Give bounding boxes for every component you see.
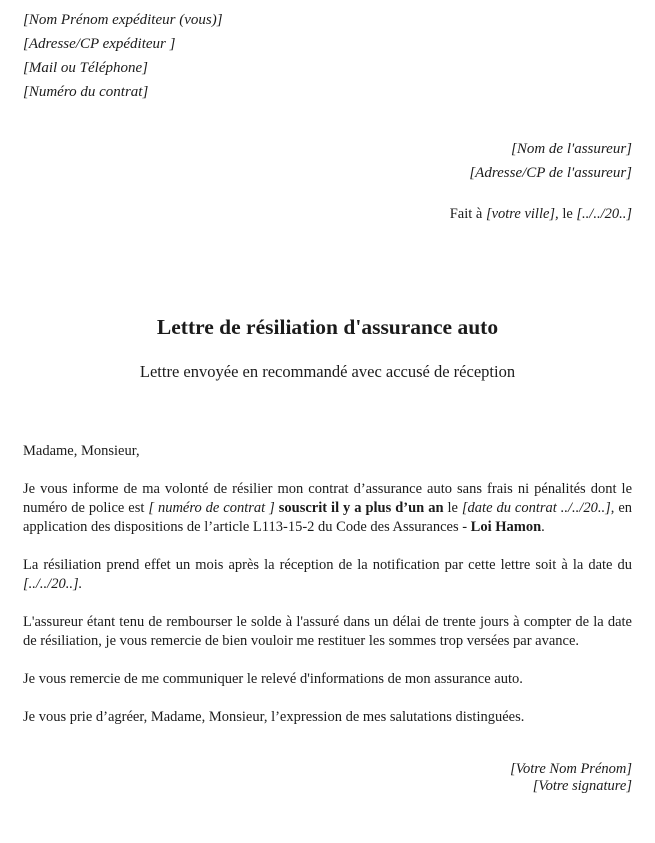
text-segment: La résiliation prend effet un mois après la réception de la notification par cette lettre soit à la date du: [23, 557, 632, 573]
date-middle: le: [558, 206, 577, 222]
contract-date-placeholder: [date du contrat ../../20..]: [461, 500, 611, 516]
insurer-block: [23, 137, 632, 185]
date-placeholder: [../../20..]: [576, 206, 632, 222]
text-segment: , en application des dispositions de l’article L113-15-2 du Code des Assurances -: [23, 500, 633, 535]
letter-subtitle: Lettre envoyée en recommandé avec accusé de réception: [139, 362, 516, 381]
loi-hamon-label: Loi Hamon: [470, 519, 542, 535]
paragraph-information-statement: Je vous remercie de me communiquer le relevé d'informations de mon assurance auto.: [23, 671, 523, 687]
date-prefix: Fait à: [449, 206, 486, 222]
sender-name-line: [Nom Prénom expéditeur (vous)]: [23, 12, 223, 28]
city-placeholder: [votre ville],: [485, 206, 559, 222]
effective-date-placeholder: [../../20..].: [23, 576, 83, 592]
sender-address-line: [Adresse/CP expéditeur ]: [23, 36, 176, 52]
paragraph-closing: Je vous prie d’agréer, Madame, Monsieur, l’expression de mes salutations distinguées.: [23, 709, 525, 725]
place-date-line: [23, 205, 632, 224]
sender-contract-line: [Numéro du contrat]: [23, 84, 149, 100]
paragraph-refund: L'assureur étant tenu de rembourser le solde à l'assuré dans un délai de trente jours à compter de la date de résiliation, je vous remercie de bien vouloir me restituer les sommes trop versées par avance.: [23, 614, 632, 649]
text-segment-bold: souscrit il y a plus d’un an: [278, 500, 444, 516]
salutation: Madame, Monsieur,: [23, 443, 140, 459]
signature-block: [23, 761, 632, 795]
text-segment: le: [443, 500, 462, 516]
sender-contact-line: [Mail ou Téléphone]: [23, 60, 148, 76]
signature-name-placeholder: [Votre Nom Prénom]: [510, 761, 632, 777]
paragraph-cancellation-request: [23, 480, 632, 537]
insurer-address-line: [Adresse/CP de l'assureur]: [469, 165, 632, 181]
sender-block: [23, 8, 632, 104]
contract-number-placeholder: [ numéro de contrat ]: [148, 500, 279, 516]
paragraph-effective-date: [23, 556, 632, 594]
text-segment: .: [541, 519, 545, 535]
letter-body: [23, 442, 632, 727]
insurer-name-line: [Nom de l'assureur]: [511, 141, 632, 157]
letter-title: Lettre de résiliation d'assurance auto: [156, 315, 499, 339]
signature-sign-placeholder: [Votre signature]: [532, 778, 632, 794]
text-segment: Je vous informe de ma volonté de résilier mon contrat d’assurance auto sans frais ni pénalités dont le numéro de police est: [23, 481, 632, 516]
